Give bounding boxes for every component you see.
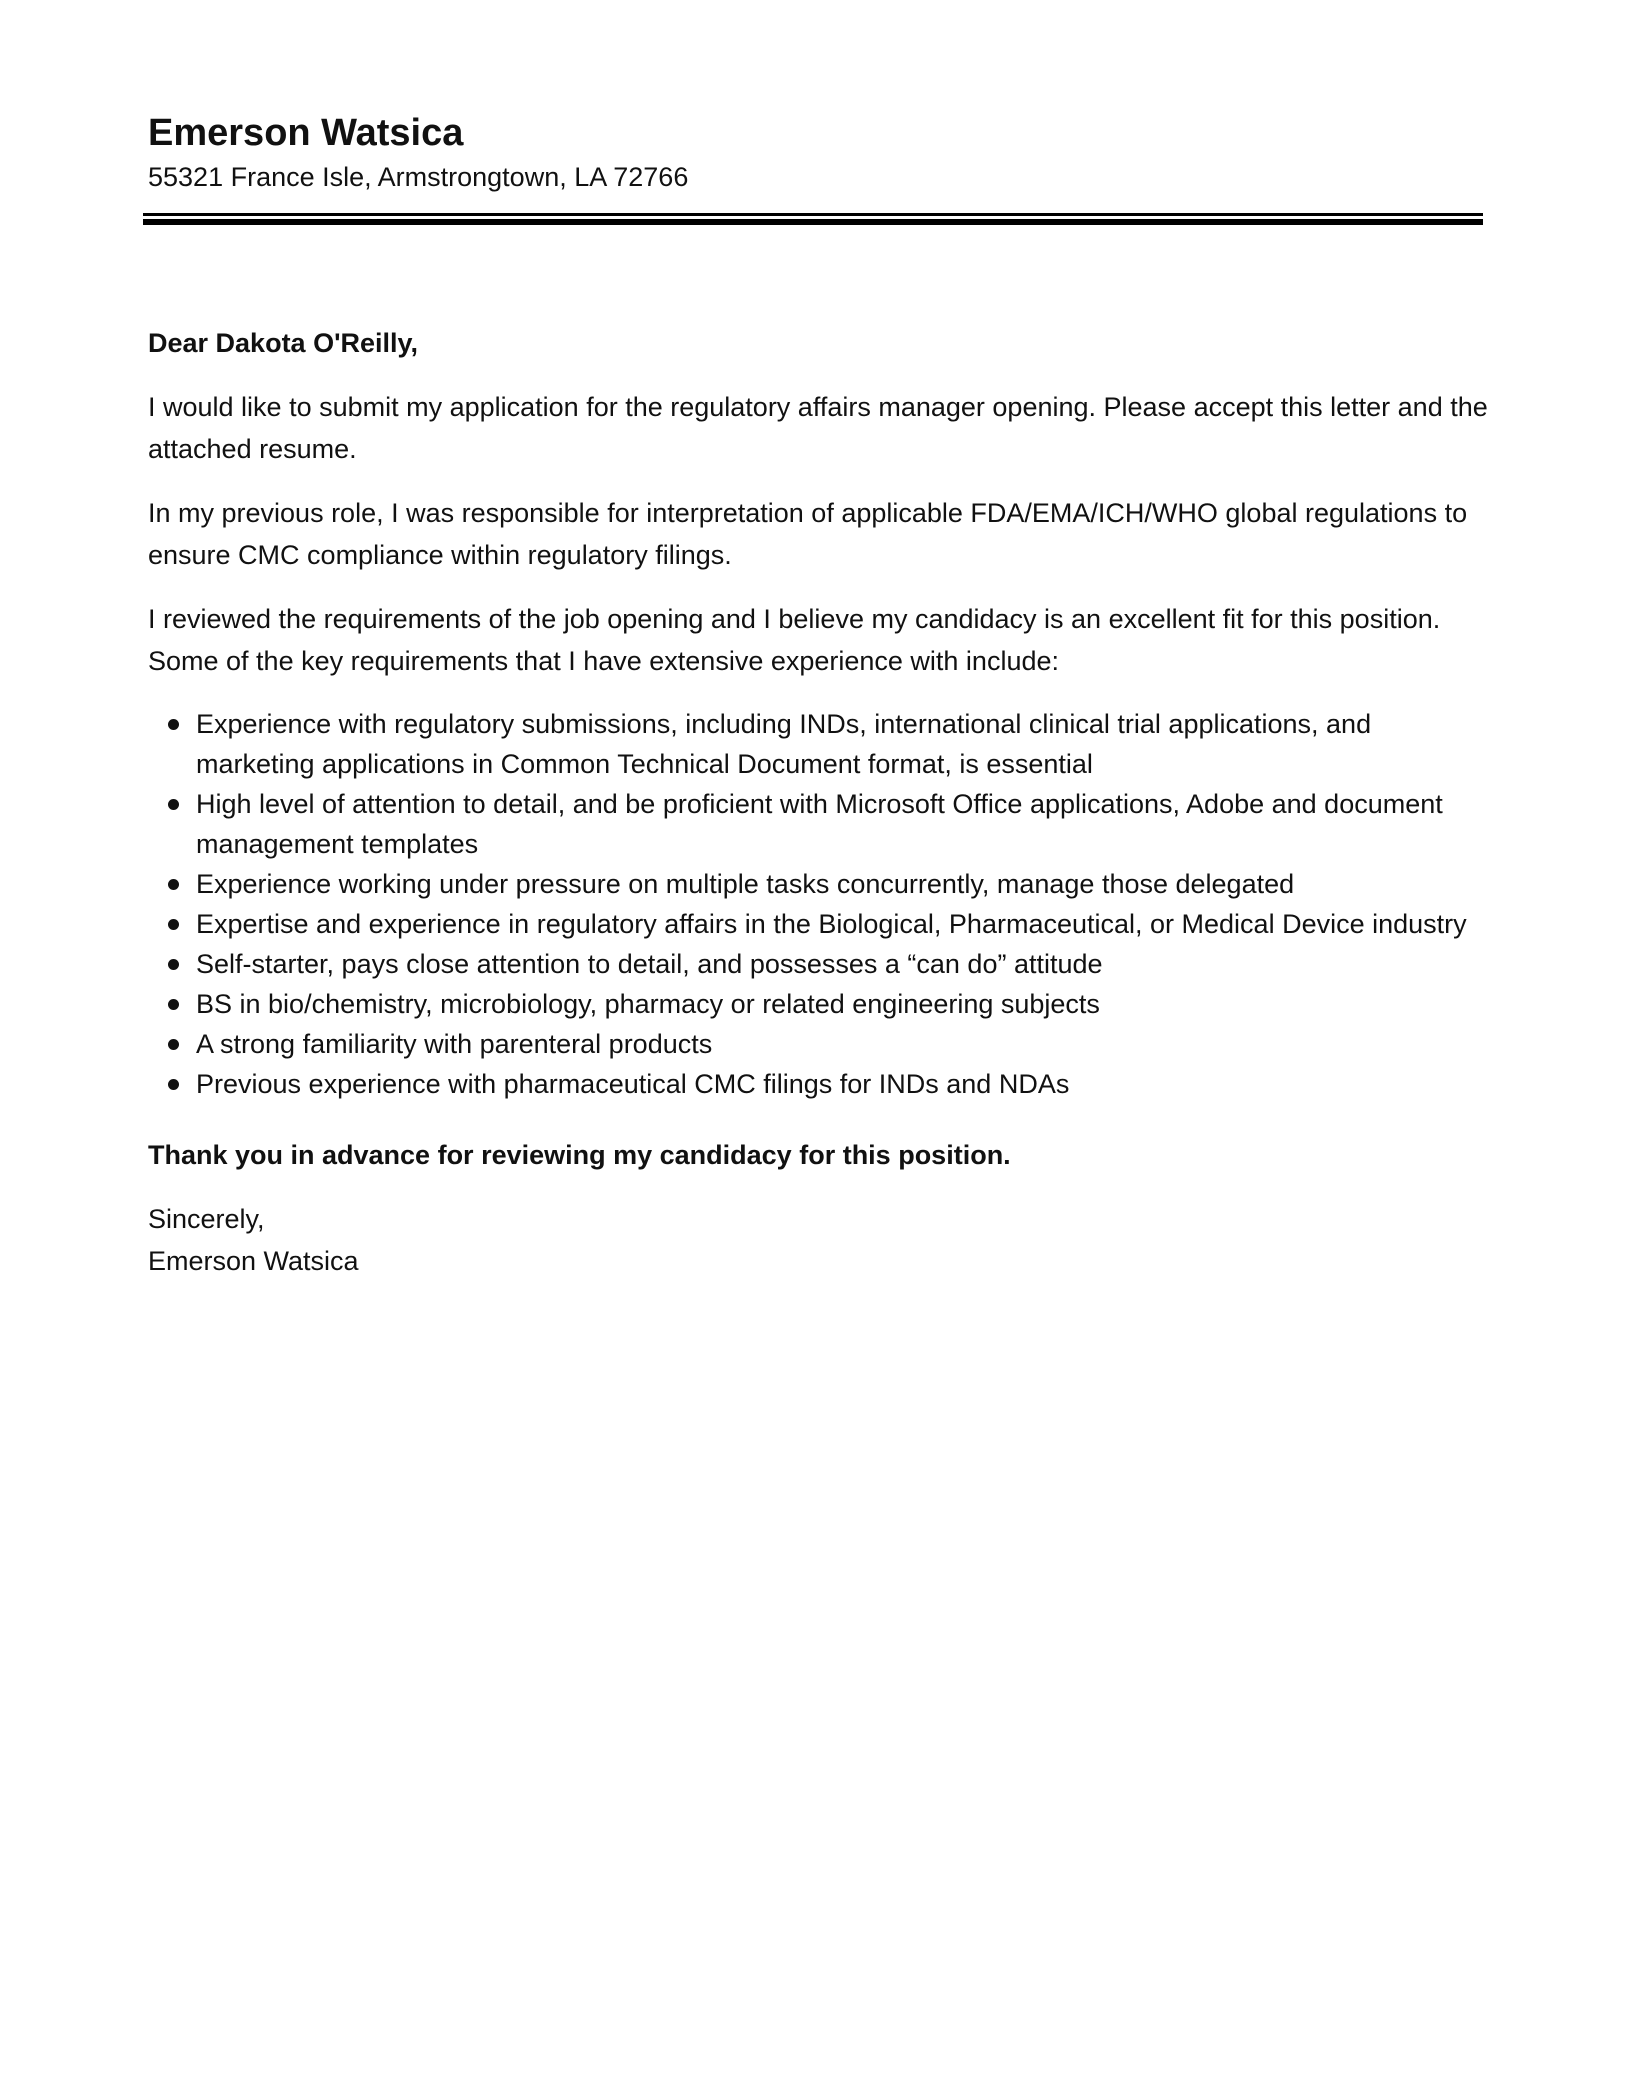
bullet-icon: [168, 719, 179, 730]
list-item-text: Previous experience with pharmaceutical CMC filings for INDs and NDAs: [196, 1069, 1070, 1099]
list-item: [148, 704, 1488, 784]
list-item-text: High level of attention to detail, and be proficient with Microsoft Office applications, Adobe and document management templates: [196, 789, 1443, 859]
list-item: [148, 944, 1488, 984]
thank-you-line: Thank you in advance for reviewing my candidacy for this position.: [148, 1140, 1011, 1170]
list-item-text: Experience working under pressure on multiple tasks concurrently, manage those delegated: [196, 869, 1295, 899]
signature: Emerson Watsica: [148, 1246, 359, 1276]
bullet-icon: [168, 1079, 179, 1090]
bullet-icon: [168, 919, 179, 930]
salutation: Dear Dakota O'Reilly,: [148, 328, 419, 358]
bullet-icon: [168, 999, 179, 1010]
bullet-icon: [168, 799, 179, 810]
list-item: [148, 1024, 1488, 1064]
letter-body: [148, 322, 1488, 1282]
list-item: [148, 1064, 1488, 1104]
list-item-text: Experience with regulatory submissions, including INDs, international clinical trial applications, and marketing applications in Common Technical Document format, is essential: [196, 709, 1372, 779]
list-item: [148, 984, 1488, 1024]
list-item: [148, 784, 1488, 864]
sender-address: 55321 France Isle, Armstrongtown, LA 72766: [148, 162, 689, 192]
paragraph-requirements-lead: I reviewed the requirements of the job opening and I believe my candidacy is an excellent fit for this position. Some of the key requirements that I have extensive experience with include:: [148, 604, 1441, 676]
bullet-icon: [168, 1039, 179, 1050]
bullet-icon: [168, 959, 179, 970]
list-item: [148, 904, 1488, 944]
requirements-list: [148, 704, 1488, 1104]
list-item-text: BS in bio/chemistry, microbiology, pharmacy or related engineering subjects: [196, 989, 1100, 1019]
list-item-text: Self-starter, pays close attention to detail, and possesses a “can do” attitude: [196, 949, 1103, 979]
sender-name: Emerson Watsica: [148, 112, 464, 154]
list-item: [148, 864, 1488, 904]
closing: Sincerely,: [148, 1204, 265, 1234]
paragraph-previous-role: In my previous role, I was responsible for interpretation of applicable FDA/EMA/ICH/WHO global regulations to ensure CMC compliance within regulatory filings.: [148, 498, 1468, 570]
header-divider: [143, 213, 1483, 225]
bullet-icon: [168, 879, 179, 890]
paragraph-intro: I would like to submit my application for the regulatory affairs manager opening. Please accept this letter and the attached resume.: [148, 392, 1488, 464]
list-item-text: A strong familiarity with parenteral products: [196, 1029, 713, 1059]
letter-header: [148, 110, 1488, 196]
list-item-text: Expertise and experience in regulatory affairs in the Biological, Pharmaceutical, or Medical Device industry: [196, 909, 1467, 939]
